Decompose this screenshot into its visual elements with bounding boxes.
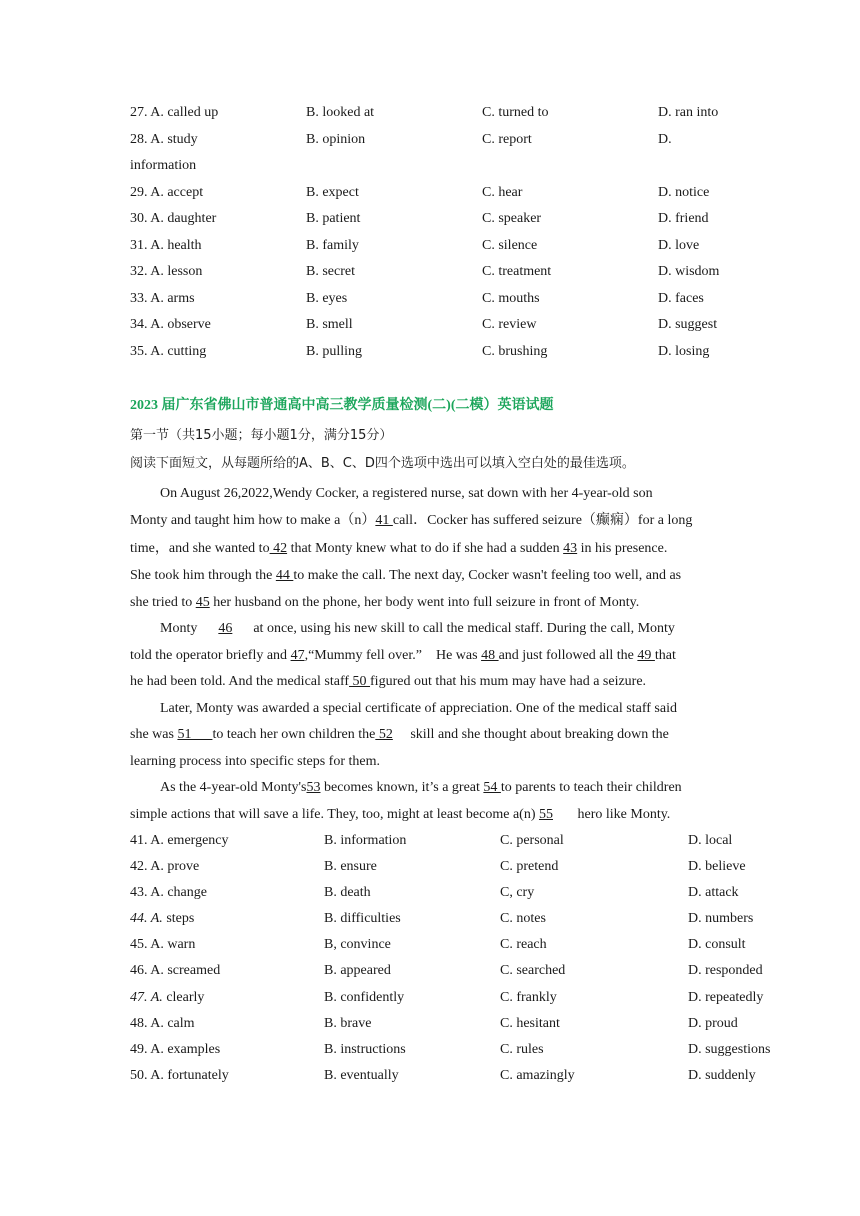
option-c: C. rules [500,1041,544,1057]
option-row-30 [130,206,770,233]
option-row-42 [130,854,770,880]
option-a: 43. A. change [130,885,207,901]
option-c: C. treatment [482,264,552,279]
option-row-45 [130,932,770,958]
option-row-27 [130,100,770,127]
option-a: 28. A. study [130,131,198,147]
option-d: D. love [658,237,700,253]
option-a: 33. A. arms [130,290,195,306]
option-d: D. friend [658,211,709,226]
option-d: D. local [688,833,733,848]
option-b: B. appeared [324,963,391,979]
option-row-49 [130,1037,770,1063]
option-c: C. frankly [500,989,557,1005]
option-d: D. repeatedly [688,989,764,1005]
blank-42: 42 [269,541,288,556]
option-row-29 [130,180,770,207]
option-row-32 [130,259,770,286]
option-d: D. believe [688,859,746,875]
option-c: C. personal [500,833,564,848]
passage-line: Monty and taught him how to make a（n）41 call．Cocker has suffered seizure（癫痫）for a long [130,512,693,528]
blank-47: 47 [290,647,305,663]
option-a: 48. A. calm [130,1015,195,1031]
option-b: B. information [324,833,407,848]
option-b: B. eyes [306,290,348,306]
blank-46: 46 [218,621,233,636]
option-c: C. hear [482,184,523,200]
passage-line: Monty 46 at once, using his new skill to call the medical staff. During the call, Monty [160,621,675,636]
option-a: 42. A. prove [130,859,200,875]
option-a: 35. A. cutting [130,343,207,359]
passage-line: time，and she wanted to 42 that Monty knew what to do if she had a sudden 43 in his presence. [130,541,668,556]
passage-line: Later, Monty was awarded a special certificate of appreciation. One of the medical staff said [160,700,677,716]
option-c: C. report [482,131,532,147]
blank-49: 49 [637,647,655,663]
option-b: B. instructions [324,1041,406,1057]
option-b: B. confidently [324,989,405,1005]
passage-line: As the 4-year-old Monty's53 becomes known, it’s a great 54 to parents to teach their children [160,780,682,795]
option-b: B. smell [306,317,353,332]
option-b: B. difficulties [324,911,401,927]
option-b: B. patient [306,211,361,226]
option-row-28 [130,127,770,154]
passage-line: she was 51 to teach her own children the 52 skill and she thought about breaking down the [130,727,669,742]
option-b: B. expect [306,184,359,200]
blank-50: 50 [349,674,371,689]
option-row-31 [130,233,770,260]
option-c: C. review [482,317,537,332]
option-a: 50. A. fortunately [130,1067,229,1083]
option-c: C. speaker [482,211,542,226]
blank-43: 43 [563,541,578,556]
option-row-44 [130,906,770,932]
option-b: B, convince [324,937,391,953]
option-d: D. [658,131,672,147]
option-d: D. losing [658,343,710,359]
option-row-35 [130,339,770,366]
option-row-46 [130,958,770,984]
option-a: 31. A. health [130,237,202,253]
option-a: 41. A. emergency [130,833,229,848]
option-b: B. looked at [306,105,375,120]
option-b: B. ensure [324,859,377,875]
blank-48: 48 [481,647,499,663]
option-a: 34. A. observe [130,317,211,332]
option-c: C. hesitant [500,1015,560,1031]
option-b: B. family [306,237,359,253]
passage-line: simple actions that will save a life. They, too, might at least become a(n) 55 hero like Monty. [130,806,671,822]
blank-44: 44 [275,568,294,583]
option-d: D. faces [658,290,704,306]
option-a: 49. A. examples [130,1041,221,1057]
option-a: 44. A. steps [130,911,195,927]
option-c: C. amazingly [500,1067,575,1083]
option-d: D. wisdom [658,264,720,279]
option-c: C. pretend [500,859,559,875]
option-a: 30. A. daughter [130,211,217,226]
instruction-text: 阅读下面短文，从每题所给的A、B、C、D四个选项中选出可以填入空白处的最佳选项。 [130,456,635,471]
option-d: D. proud [688,1015,738,1031]
option-c: C. searched [500,963,566,979]
blank-55: 55 [539,806,553,822]
options-27-35 [130,100,770,365]
blank-41: 41 [375,512,393,528]
blank-51: 51 [177,727,213,742]
option-b: B. secret [306,264,355,279]
option-a: 46. A. screamed [130,963,221,979]
option-row-43 [130,880,770,906]
passage-line: he had been told. And the medical staff 50 figured out that his mum may have had a seizure. [130,674,647,689]
option-d: D. suddenly [688,1067,756,1083]
option-d: D. suggest [658,317,718,332]
blank-52: 52 [375,727,393,742]
option-b: B. death [324,885,371,901]
passage-line: On August 26,2022,Wendy Cocker, a registered nurse, sat down with her 4-year-old son [160,486,653,501]
options-41-50 [130,828,770,1089]
passage-line: She took him through the 44 to make the call. The next day, Cocker wasn't feeling too well, and as [130,568,682,583]
option-c: C. silence [482,237,538,253]
section-subtitle: 第一节（共15小题；每小题1分，满分15分） [130,428,393,443]
option-c: C. notes [500,911,546,927]
option-row-41 [130,828,770,854]
option-c: C. mouths [482,290,540,306]
option-a: 29. A. accept [130,184,204,200]
option-a: 45. A. warn [130,937,196,953]
option-d: D. ran into [658,105,719,120]
section-title: 2023 届广东省佛山市普通高中高三教学质量检测(二)(二模）英语试题 [130,398,554,413]
option-b: B. brave [324,1015,372,1031]
option-c: C, cry [500,885,535,901]
option-d: D. consult [688,937,746,953]
option-b: B. eventually [324,1067,399,1083]
blank-53: 53 [306,780,321,795]
option-d: D. numbers [688,911,754,927]
option-a: 27. A. called up [130,105,219,120]
cloze-passage [130,481,740,828]
option-row-33 [130,286,770,313]
option-c: C. reach [500,937,547,953]
option-a: 47. A. clearly [130,989,205,1005]
option-row-47 [130,985,770,1011]
option-c: C. brushing [482,343,548,359]
option-a: 32. A. lesson [130,264,203,279]
option-row-50 [130,1063,770,1089]
passage-line: learning process into specific steps for them. [130,753,380,769]
option-row-48 [130,1011,770,1037]
option-d-continuation: information [130,158,197,173]
option-b: B. pulling [306,343,363,359]
passage-line: she tried to 45 her husband on the phone, her body went into full seizure in front of Monty. [130,594,640,610]
option-d: D. suggestions [688,1041,771,1057]
option-d: D. notice [658,184,710,200]
option-c: C. turned to [482,105,549,120]
passage-line: told the operator briefly and 47,“Mummy fell over.” He was 48 and just followed all the 49 that [130,647,676,663]
option-b: B. opinion [306,131,366,147]
option-d: D. attack [688,885,739,901]
blank-45: 45 [195,594,210,610]
blank-54: 54 [483,780,501,795]
option-row-28-wrap [130,153,770,180]
option-row-34 [130,312,770,339]
option-d: D. responded [688,963,763,979]
